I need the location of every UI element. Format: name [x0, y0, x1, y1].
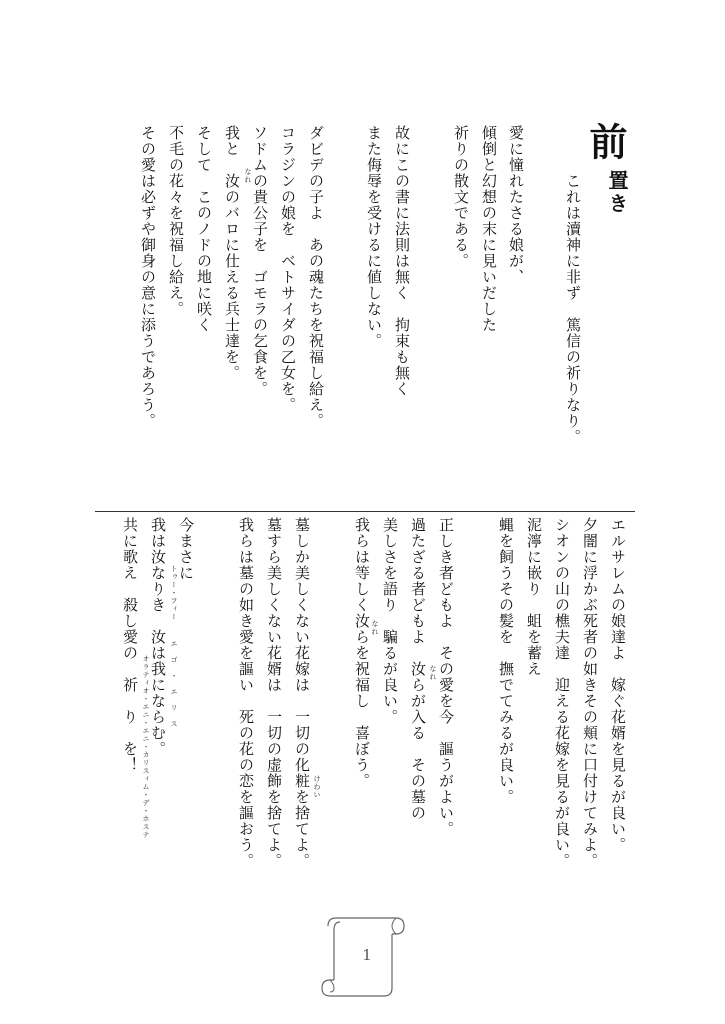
text-line: 今まさに	[177, 517, 195, 581]
page-title: 前	[583, 122, 628, 160]
text-line: 祈りの散文である。	[452, 125, 470, 269]
text-line: 我と 汝のバロに仕える兵士達を。	[223, 125, 241, 381]
text-line: 共に歌え 殺し愛の 祈 り を！	[121, 517, 139, 773]
text-line: 我らは等しく汝らを祝福し 喜ぼう。	[353, 517, 371, 789]
text-line: 故にこの書に法則は無く 拘束も無く	[393, 125, 411, 397]
text-line: ダビデの子よ あの魂たちを祝福し給え。	[307, 125, 325, 429]
text-line: 墓すら美しくない花婿は 一切の虚飾を捨てよ。	[265, 517, 283, 869]
ruby-annotation: なれ	[429, 665, 437, 681]
ruby-annotation: エ ゴ ・ エ リ ス	[170, 640, 178, 728]
text-line: 正しき者どもよ その愛を今 謳うがよい。	[437, 517, 455, 837]
ruby-annotation: オラティオ・エニ・エニ・カリスィム・デ・ホステ	[142, 655, 150, 839]
text-line: ソドムの貴公子を ゴモラの乞食を。	[251, 125, 269, 397]
text-line: 不毛の花々を祝福し給え。	[167, 125, 185, 317]
ruby-annotation: トゥー・フィー	[170, 565, 178, 621]
text-line: 過たざる者どもよ 汝らが入る その墓の	[409, 517, 427, 821]
text-line: 蝿を飼うその髪を 撫でてみるが良い。	[497, 517, 515, 805]
text-line: 我らは墓の如き愛を謳い 死の花の恋を謳おう。	[237, 517, 255, 869]
text-line: 愛に憧れたさる娘が、	[507, 125, 525, 285]
text-line: また侮辱を受けるに値しない。	[365, 125, 383, 349]
text-line: 泥濘に嵌り 蛆を蓄え	[525, 517, 543, 677]
section-divider	[95, 511, 635, 512]
text-line: そして このノドの地に咲く	[195, 125, 213, 333]
text-line: 夕闇に浮かぶ死者の如きその頬に口付けてみよ。	[581, 517, 599, 869]
ruby-annotation: なれ	[371, 620, 379, 636]
page-number: 1	[362, 946, 372, 964]
ruby-annotation: けわい	[313, 775, 321, 799]
page-subtitle: 置き	[605, 170, 629, 216]
text-line: コラジンの娘を ベトサイダの乙女を。	[279, 125, 297, 413]
text-line: 我は汝なりき 汝は我にならむ。	[149, 517, 167, 757]
text-line: 傾倒と幻想の末に見いだした	[480, 125, 498, 333]
text-line: その愛は必ずや御身の意に添うであろう。	[139, 125, 157, 429]
text-line: シオンの山の樵夫達 迎える花嫁を見るが良い。	[553, 517, 571, 869]
text-line: 墓しか美しくない花嫁は 一切の化粧を捨てよ。	[293, 517, 311, 869]
text-line: エルサレムの娘達よ 嫁ぐ花婿を見るが良い。	[609, 517, 627, 853]
text-line: 美しさを語り 騙るが良い。	[381, 517, 399, 725]
ruby-annotation: なれ	[244, 168, 252, 184]
text-line: これは瀆神に非ず 篤信の祈りなり。	[564, 173, 582, 445]
